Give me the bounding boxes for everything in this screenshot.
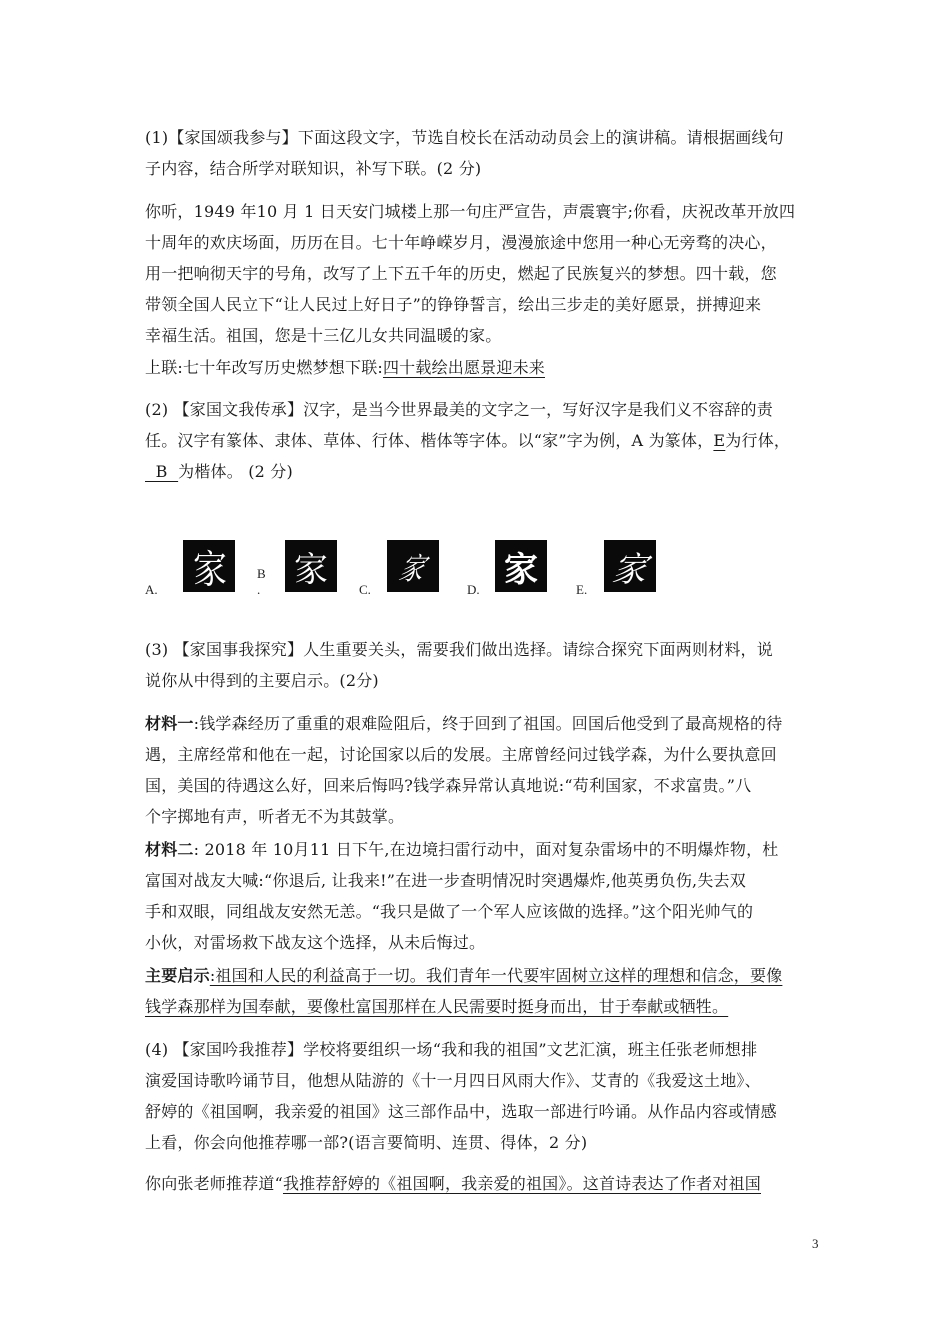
q3-insight	[145, 960, 813, 1022]
q3-prompt-line: 说你从中得到的主要启示。(2分)	[145, 671, 379, 690]
running-script-glyph: 家	[604, 540, 656, 592]
option-letter: E.	[576, 582, 588, 597]
q3-material-1	[145, 708, 813, 832]
q4-answer-prefix: 你向张老师推荐道“	[145, 1174, 283, 1193]
q2-line: 任。汉字有篆体、隶体、草体、行体、楷体等字体。以“家”字为例，A 为篆体，	[145, 431, 714, 450]
q1-answer	[145, 352, 813, 383]
q1-passage-line: 幸福生活。祖国，您是十三亿儿女共同温暖的家。	[145, 326, 502, 345]
material-1-line: 国，美国的待遇这么好，回来后悔吗?钱学森异常认真地说:“苟利国家，不求富贵。”八	[145, 776, 752, 795]
regular-script-glyph: 家	[285, 540, 337, 592]
clerical-script-glyph: 家	[495, 540, 547, 592]
q1-prompt-line: 子内容，结合所学对联知识，补写下联。(2 分)	[145, 159, 482, 178]
q2-answer-xing: E	[713, 431, 726, 450]
option-letter: D.	[467, 582, 480, 597]
q1-passage-line: 用一把响彻天宇的号角，改写了上下五千年的历史，燃起了民族复兴的梦想。四十载，您	[145, 264, 777, 283]
q1-answer-text: 四十载绘出愿景迎未来	[382, 358, 545, 377]
q4-answer	[145, 1168, 813, 1199]
q3-prompt-line: (3) 【家国事我探究】人生重要关头，需要我们做出选择。请综合探究下面两则材料，说	[145, 640, 773, 659]
insight-line: :祖国和人民的利益高于一切。我们青年一代要牢固树立这样的理想和信念，要像	[209, 966, 783, 985]
q4-prompt	[145, 1034, 813, 1158]
material-1-label: 材料一	[145, 714, 194, 733]
insight-label: 主要启示	[145, 966, 210, 985]
q4-prompt-line: 上看，你会向他推荐哪一部?(语言要简明、连贯、得体，2 分)	[145, 1133, 588, 1152]
q2-line: (2) 【家国文我传承】汉字，是当今世界最美的文字之一，写好汉字是我们义不容辞的责	[145, 400, 773, 419]
q1-prompt-line: (1)【家国颂我参与】下面这段文字，节选自校长在活动动员会上的演讲稿。请根据画线句	[145, 128, 784, 147]
q4-prompt-line: (4) 【家国吟我推荐】学校将要组织一场“我和我的祖国”文艺汇演，班主任张老师想排	[145, 1040, 758, 1059]
q4-prompt-line: 舒婷的《祖国啊，我亲爱的祖国》这三部作品中，选取一部进行吟诵。从作品内容或情感	[145, 1102, 777, 1121]
material-2-line: 富国对战友大喊:“你退后, 让我来!”在进一步查明情况时突遇爆炸,他英勇负伤,失去双	[145, 871, 746, 890]
q2-prompt	[145, 394, 813, 487]
q4-prompt-line: 演爱国诗歌吟诵节目，他想从陆游的《十一月四日风雨大作》、艾青的《我爱这土地》、	[145, 1071, 761, 1090]
q2-line: 为楷体。 (2 分)	[178, 462, 293, 481]
insight-line: 钱学森那样为国奉献，要像杜富国那样在人民需要时挺身而出，甘于奉献或牺牲。	[145, 997, 729, 1016]
seal-script-glyph: 家	[183, 540, 235, 592]
option-letter: C.	[359, 582, 371, 597]
material-2-label: 材料二	[145, 840, 194, 859]
q1-prompt	[145, 122, 813, 184]
q1-answer-prefix: 上联:七十年改写历史燃梦想下联:	[145, 358, 383, 377]
calligraphy-options	[145, 540, 705, 602]
material-2-line: 手和双眼，同组战友安然无恙。“我只是做了一个军人应该做的选择。”这个阳光帅气的	[145, 902, 754, 921]
q1-passage-line: 你听，1949 年10 月 1 日天安门城楼上那一句庄严宣告，声震寰宇;你看，庆祝改革开放四	[145, 202, 796, 221]
page-number: 3	[812, 1236, 819, 1251]
material-1-line: 遇，主席经常和他在一起，讨论国家以后的发展。主席曾经问过钱学森，为什么要执意回	[145, 745, 777, 764]
material-1-line: :钱学森经历了重重的艰难险阻后，终于回到了祖国。回国后他受到了最高规格的待	[193, 714, 783, 733]
q3-prompt	[145, 634, 813, 696]
q1-passage-line: 十周年的欢庆场面，历历在目。七十年峥嵘岁月，漫漫旅途中您用一种心无旁骛的决心，	[145, 233, 777, 252]
material-2-line: : 2018 年 10月11 日下午,在边境扫雷行动中，面对复杂雷场中的不明爆炸物，杜	[193, 840, 779, 859]
option-letter: A.	[145, 582, 158, 597]
q1-passage	[145, 196, 813, 351]
cursive-script-glyph: 家	[387, 540, 439, 592]
q4-answer-text: 我推荐舒婷的《祖国啊，我亲爱的祖国》。这首诗表达了作者对祖国	[282, 1174, 761, 1193]
q3-material-2	[145, 834, 813, 958]
q2-line: 为行体，	[725, 431, 791, 450]
q1-passage-line: 带领全国人民立下“让人民过上好日子”的铮铮誓言，绘出三步走的美好愿景，拼搏迎来	[145, 295, 762, 314]
option-letter: B .	[257, 566, 266, 597]
material-1-line: 个字掷地有声，听者无不为其鼓掌。	[145, 807, 405, 826]
q2-answer-kai: B	[145, 462, 179, 481]
material-2-line: 小伙，对雷场救下战友这个选择，从未后悔过。	[145, 933, 486, 952]
